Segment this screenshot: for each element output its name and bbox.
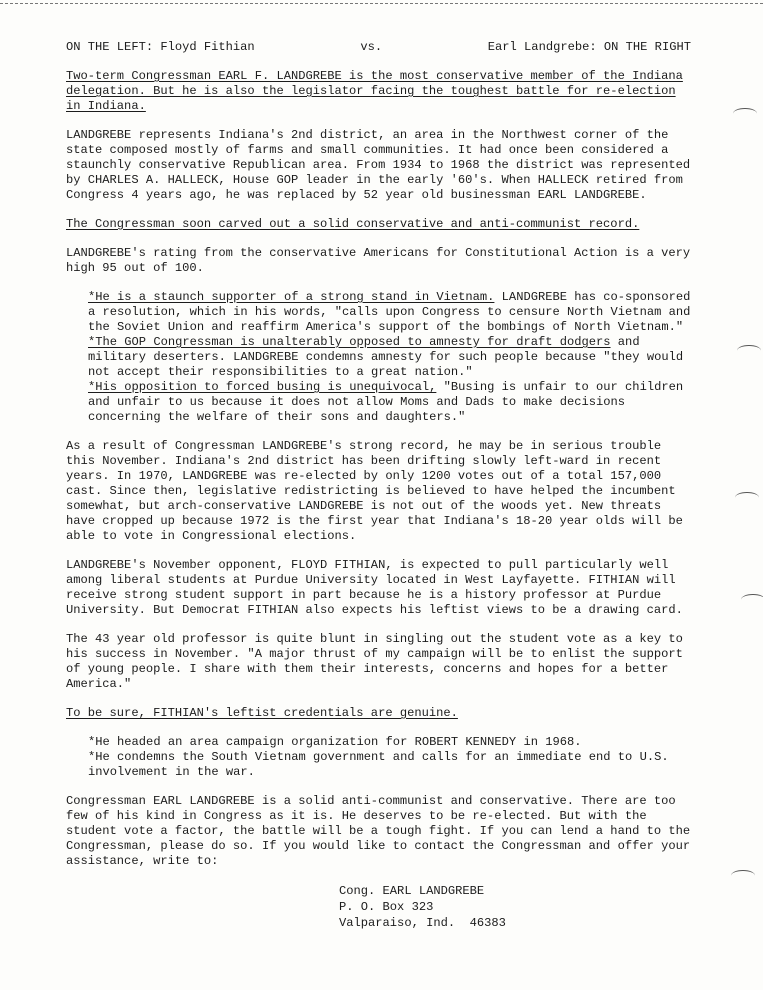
credentials-list (66, 735, 691, 780)
rating-paragraph: LANDGREBE's rating from the conservative Americans for Constitutional Action is a very high 95 out of 100. (66, 246, 691, 275)
credential-item: *He condemns the South Vietnam government and calls for an immediate end to U.S. involvement in the war. (88, 750, 669, 779)
record-point-text: "Busing is unfair to our children and unfair to us because it does not allow Moms and Dads to make decisions concerning the welfare of their sons and daughters." (88, 380, 684, 424)
credentials-heading: To be sure, FITHIAN's leftist credentials are genuine. (66, 706, 458, 720)
record-point-text: LANDGREBE has co-sponsored a resolution, which in his words, "calls upon Congress to censure North Vietnam and the Soviet Union and reaffirm America's support of the bombings of North Vietnam." (88, 290, 691, 334)
page-top-edge (0, 3, 763, 4)
record-point (66, 380, 691, 425)
address-line: Cong. EARL LANDGREBE (339, 884, 485, 898)
margin-mark (733, 108, 757, 119)
record-point-text: and military deserters. LANDGREBE condemns amnesty for such people because "they would not accept their responsibilities to a great nation." (88, 335, 684, 379)
address-line: P. O. Box 323 (339, 900, 434, 914)
address-line: Valparaiso, Ind. 46383 (339, 916, 506, 930)
record-point-lead: *The GOP Congressman is unalterably opposed to amnesty for draft dodgers (88, 335, 611, 349)
appeal-paragraph: Congressman EARL LANDGREBE is a solid anti-communist and conservative. There are too few of his kind in Congress as it is. He deserves to be re-elected. But with the student vote a factor, the battle will be a tough fight. If you can lend a hand to the Congressman, please do so. If you would like to contact the Congressman and offer your assistance, write to: (66, 794, 691, 868)
margin-mark (735, 492, 759, 503)
page-header (66, 40, 691, 55)
margin-mark (741, 594, 763, 605)
margin-mark (731, 870, 755, 881)
mailing-address (339, 883, 691, 931)
credential-item: *He headed an area campaign organization for ROBERT KENNEDY in 1968. (88, 735, 582, 749)
record-point-lead: *He is a staunch supporter of a strong stand in Vietnam. (88, 290, 495, 304)
record-point (66, 290, 691, 335)
record-heading: The Congressman soon carved out a solid conservative and anti-communist record. (66, 217, 640, 231)
professor-paragraph: The 43 year old professor is quite blunt in singling out the student vote as a key to his success in November. "A major thrust of my campaign will be to enlist the support of young people. I share with them their interests, concerns and hopes for a better America." (66, 632, 683, 691)
header-left: ON THE LEFT: Floyd Fithian (66, 40, 255, 54)
opponent-paragraph: LANDGREBE's November opponent, FLOYD FITHIAN, is expected to pull particularly well among liberal students at Purdue University located in West Layfayette. FITHIAN will receive strong student support in part because he is a history professor at Purdue University. But Democrat FITHIAN also expects his leftist views to be a drawing card. (66, 558, 683, 617)
margin-mark (737, 345, 761, 356)
record-point-lead: *His opposition to forced busing is unequivocal, (88, 380, 437, 394)
record-point (66, 335, 691, 380)
district-paragraph: LANDGREBE represents Indiana's 2nd district, an area in the Northwest corner of the state composed mostly of farms and small communities. It had once been considered a staunchly conservative Republican area. From 1934 to 1968 the district was represented by CHARLES A. HALLECK, House GOP leader in the early '60's. When HALLECK retired from Congress 4 years ago, he was replaced by 52 year old businessman EARL LANDGREBE. (66, 128, 691, 202)
record-points (66, 290, 691, 425)
document-page (66, 40, 691, 931)
header-center: vs. (360, 40, 383, 54)
header-right: Earl Landgrebe: ON THE RIGHT (487, 40, 691, 54)
trouble-paragraph: As a result of Congressman LANDGREBE's strong record, he may be in serious trouble this November. Indiana's 2nd district has been drifting slowly left-ward in recent years. In 1970, LANDGREBE was re-elected by only 1200 votes out of a total 157,000 cast. Since then, legislative redistricting is believed to have helped the incumbent somewhat, but arch-conservative LANDGREBE is not out of the woods yet. New threats have cropped up because 1972 is the first year that Indiana's 18-20 year olds will be able to vote in Congressional elections. (66, 439, 683, 543)
intro-paragraph: Two-term Congressman EARL F. LANDGREBE is the most conservative member of the Indiana delegation. But he is also the legislator facing the toughest battle for re-election in Indiana. (66, 69, 683, 113)
